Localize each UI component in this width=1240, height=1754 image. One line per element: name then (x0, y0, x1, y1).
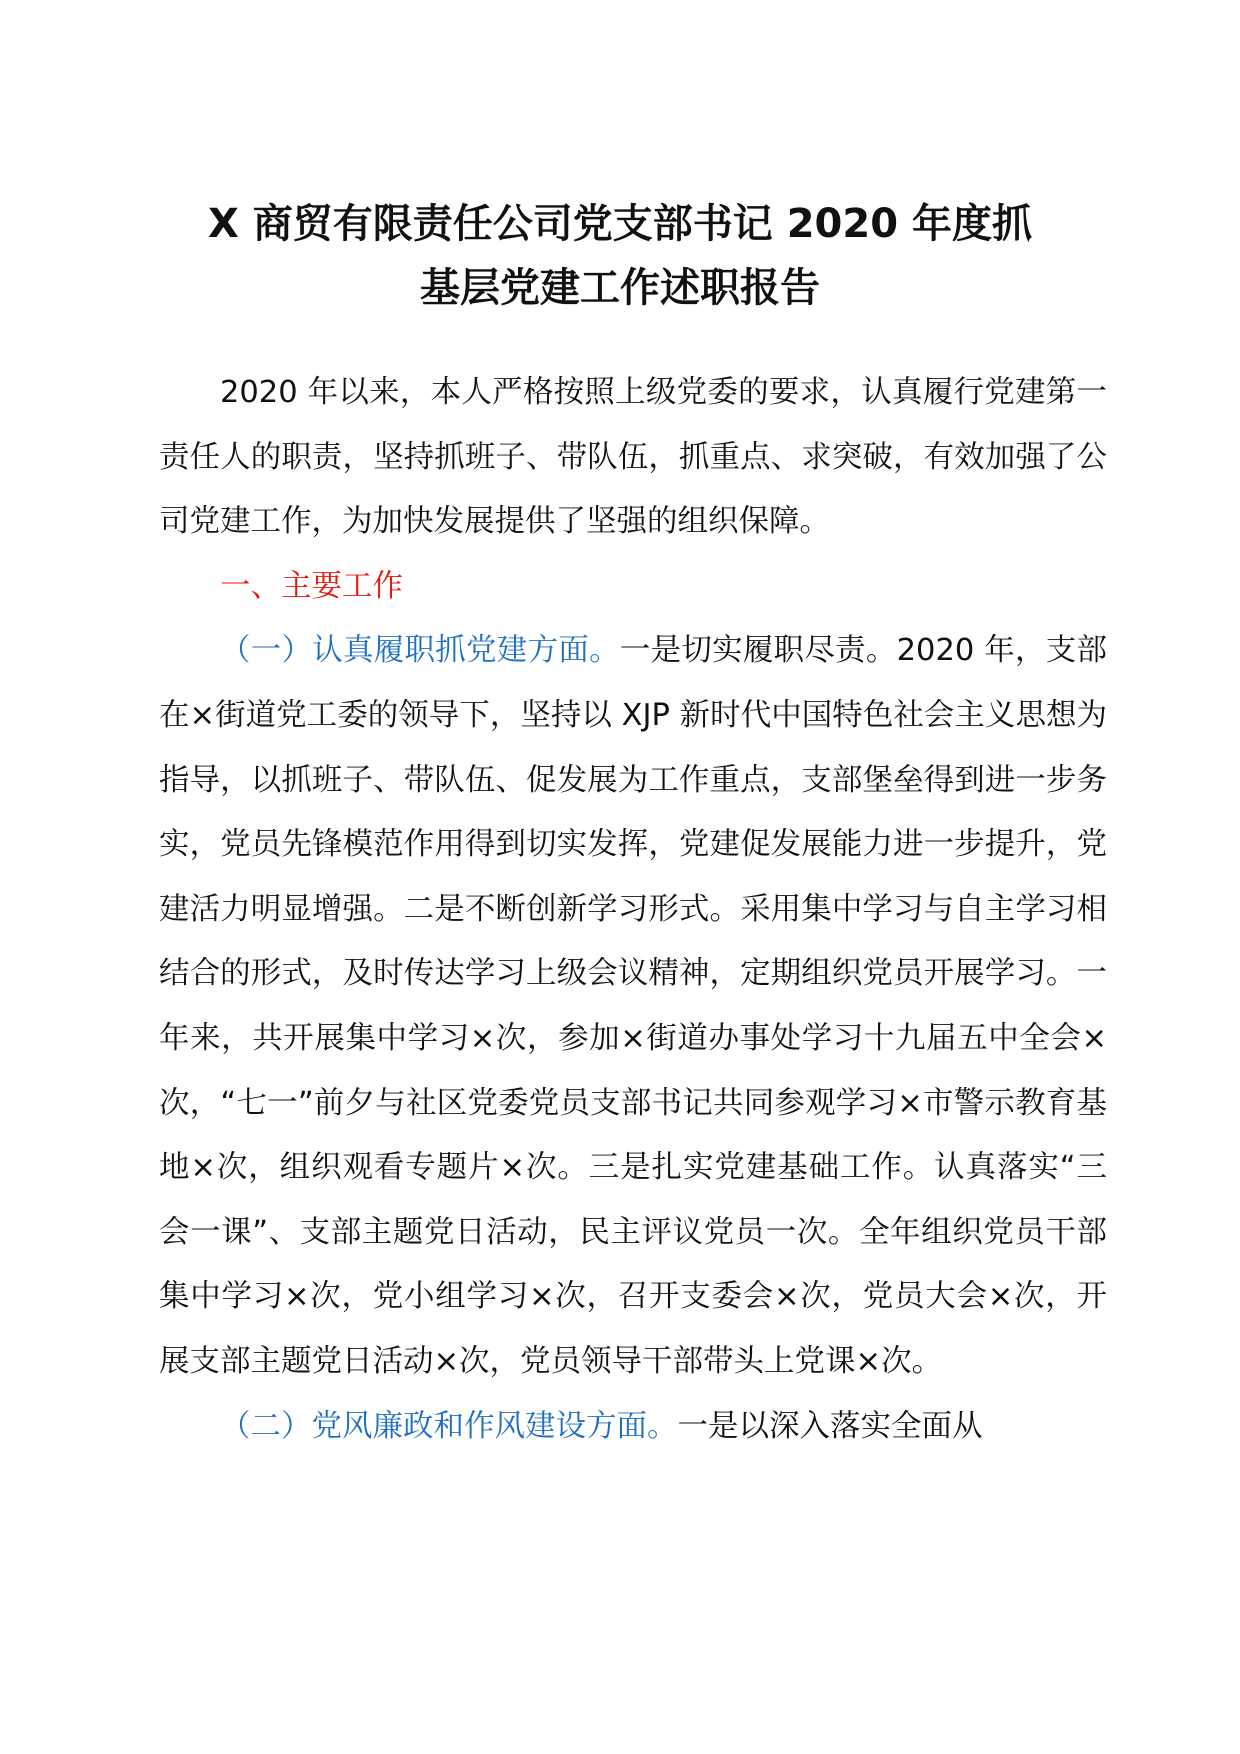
subsection-body-1: 一是切实履职尽责。2020 年，支部在×街道党工委的领导下，坚持以 XJP 新时代中国特色社会主义思想为指导，以抓班子、带队伍、促发展为工作重点，支部堡垒得到进一步务实，党员先锋模范作用得到切实发挥，党建促发展能力进一步提升，党建活力明显增强。二是不断创新学习形式。采用集中学习与自主学习相结合的形式，及时传达学习上级会议精神，定期组织党员开展学习。一年来，共开展集中学习×次，参加×街道办事处学习十九届五中全会×次，“七一”前夕与社区党委党员支部书记共同参观学习×市警示教育基地×次，组织观看专题片×次。三是扎实党建基础工作。认真落实“三会一课”、支部主题党日活动，民主评议党员一次。全年组织党员干部集中学习×次，党小组学习×次，召开支委会×次，党员大会×次，开展支部主题党日活动×次，党员领导干部带头上党课×次。 (159, 633, 1107, 1379)
subsection-heading-2: （二）党风廉政和作风建设方面。 (220, 1408, 678, 1444)
subsection-heading-1: （一）认真履职抓党建方面。 (220, 633, 620, 669)
title-line-1: X 商贸有限责任公司党支部书记 2020 年度抓 (208, 201, 1032, 247)
subsection-body-2: 一是以深入落实全面从 (677, 1408, 983, 1444)
section-heading-main-work: 一、主要工作 (220, 568, 403, 604)
title-line-2: 基层党建工作述职报告 (420, 265, 820, 311)
subsection-paragraph-1 (159, 619, 1107, 1394)
document-title (150, 192, 1090, 320)
subsection-paragraph-2 (159, 1395, 1107, 1460)
intro-paragraph: 2020 年以来，本人严格按照上级党委的要求，认真履行党建第一责任人的职责，坚持抓班子、带队伍，抓重点、求突破，有效加强了公司党建工作，为加快发展提供了坚强的组织保障。 (159, 375, 1107, 540)
document-body (159, 361, 1107, 1459)
